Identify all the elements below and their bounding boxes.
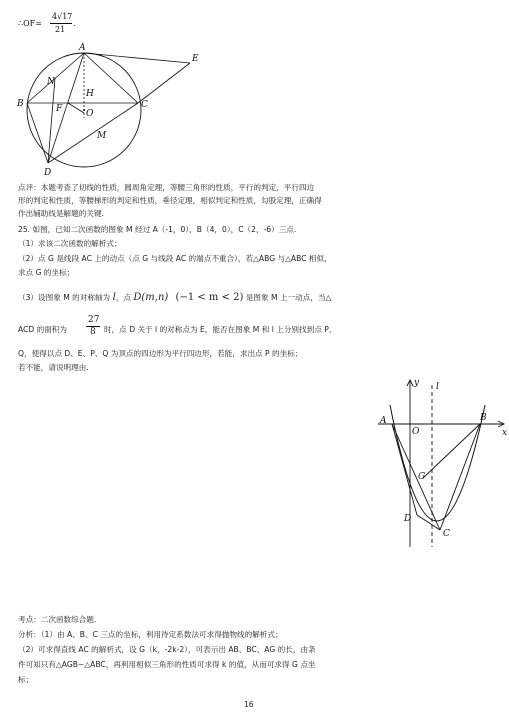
segment-CE [138, 63, 190, 103]
review-line-3: 作出辅助线是解题的关键. [18, 209, 104, 218]
label-E: E [192, 54, 199, 64]
label-G: G [418, 472, 426, 482]
center-dot [83, 109, 85, 111]
label-O: O [412, 427, 420, 437]
problem-part2-line2: 求点 G 的坐标； [18, 268, 75, 277]
formula-period: . [73, 19, 76, 28]
segment-AE [84, 53, 190, 63]
problem-stem: 25. 如图，已知二次函数的图象 M 经过 A（-1，0），B（4，0），C（2，-6）三点. [18, 225, 297, 234]
formula-denominator: 21 [55, 25, 66, 34]
part3-text-mid: ，点 [115, 293, 134, 302]
problem-part1: （1）求该二次函数的解析式； [18, 239, 122, 248]
parabola-curve [390, 405, 485, 521]
problem-part2-line1: （2）点 G 是线段 AC 上的动点（点 G 与线段 AC 的端点不重合），若△ABG 与△ABC 相似， [18, 254, 332, 263]
label-N: N [47, 77, 55, 87]
analysis-line-2: （2）可求得直线 AC 的解析式，设 G（k，-2k-2），可表示出 AB、BC、AG 的长，由条 [18, 645, 316, 654]
review-line-2: 形的判定和性质，等腰梯形的判定和性质，垂径定理，相似判定和性质，勾股定理，正确得 [18, 196, 322, 205]
formula-numerator: 4√17 [52, 12, 73, 21]
label-M: M [97, 131, 107, 141]
analysis-line-3: 件可知只有△AGB∽△ABC，再利用相似三角形的性质可求得 k 的值，从而可求得 G 点坐 [18, 660, 316, 669]
area-fraction-num: 27 [88, 315, 100, 325]
segment-AC [392, 424, 440, 530]
label-A: A [380, 416, 387, 426]
part3-text-post: 是图象 M 上一动点，当△ [243, 293, 332, 302]
label-B: B [480, 413, 487, 423]
segment-DN [48, 78, 55, 163]
parabola-figure [370, 375, 509, 555]
label-D: D [404, 514, 412, 524]
formula-bar [50, 23, 72, 24]
label-O: O [86, 109, 94, 119]
label-l: l [436, 382, 439, 392]
segment-AD [392, 424, 417, 515]
formula-lhs: ∴OF= [18, 19, 42, 28]
problem-part3-line2 [18, 315, 498, 337]
analysis-line-4: 标； [18, 675, 34, 684]
segment-BG [423, 424, 480, 478]
page-number: 16 [244, 700, 254, 709]
label-H: H [86, 89, 94, 99]
label-x: x [502, 428, 508, 438]
top-formula [18, 10, 108, 38]
m-range-expression: (−1 < m < 2) [175, 292, 244, 303]
area-fraction-den: 8 [90, 327, 96, 337]
analysis-topic: 考点：二次函数综合题. [18, 615, 97, 624]
part3-area-post: 时，点 D 关于 l 的对称点为 E，能否在图象 M 和 l 上分别找到点 P、 [104, 325, 337, 334]
label-A: A [79, 43, 86, 53]
problem-part3-line4: 若不能，请说明理由. [18, 363, 89, 372]
segment-AD [48, 53, 84, 163]
analysis-line-1: 分析：（1）由 A、B、C 三点的坐标，利用待定系数法可求得抛物线的解析式； [18, 630, 283, 639]
axis-l-symbol: l [112, 292, 116, 303]
label-F: F [56, 104, 63, 114]
part3-text-pre: （3）设图象 M 的对称轴为 [18, 293, 113, 302]
review-line-1: 点评：本题考查了切线的性质，圆周角定理，等腰三角形的性质，平行的判定，平行四边 [18, 183, 315, 192]
segment-BD [27, 103, 48, 163]
label-C: C [141, 100, 148, 110]
problem-part3-line1 [18, 293, 331, 302]
part3-area-pre: ACD 的面积为 [18, 325, 67, 334]
circle-geometry-figure [0, 38, 230, 178]
segment-BC [440, 424, 480, 530]
label-D: D [44, 168, 52, 178]
point-D-expression: D(m,n) [133, 292, 169, 303]
problem-part3-line3: Q，使得以点 D、E、P、Q 为顶点的四边形为平行四边形，若能，求出点 P 的坐标； [18, 349, 303, 358]
label-B: B [17, 99, 24, 109]
segment-FO [68, 103, 84, 113]
label-C: C [443, 529, 450, 539]
label-y: y [414, 378, 420, 388]
